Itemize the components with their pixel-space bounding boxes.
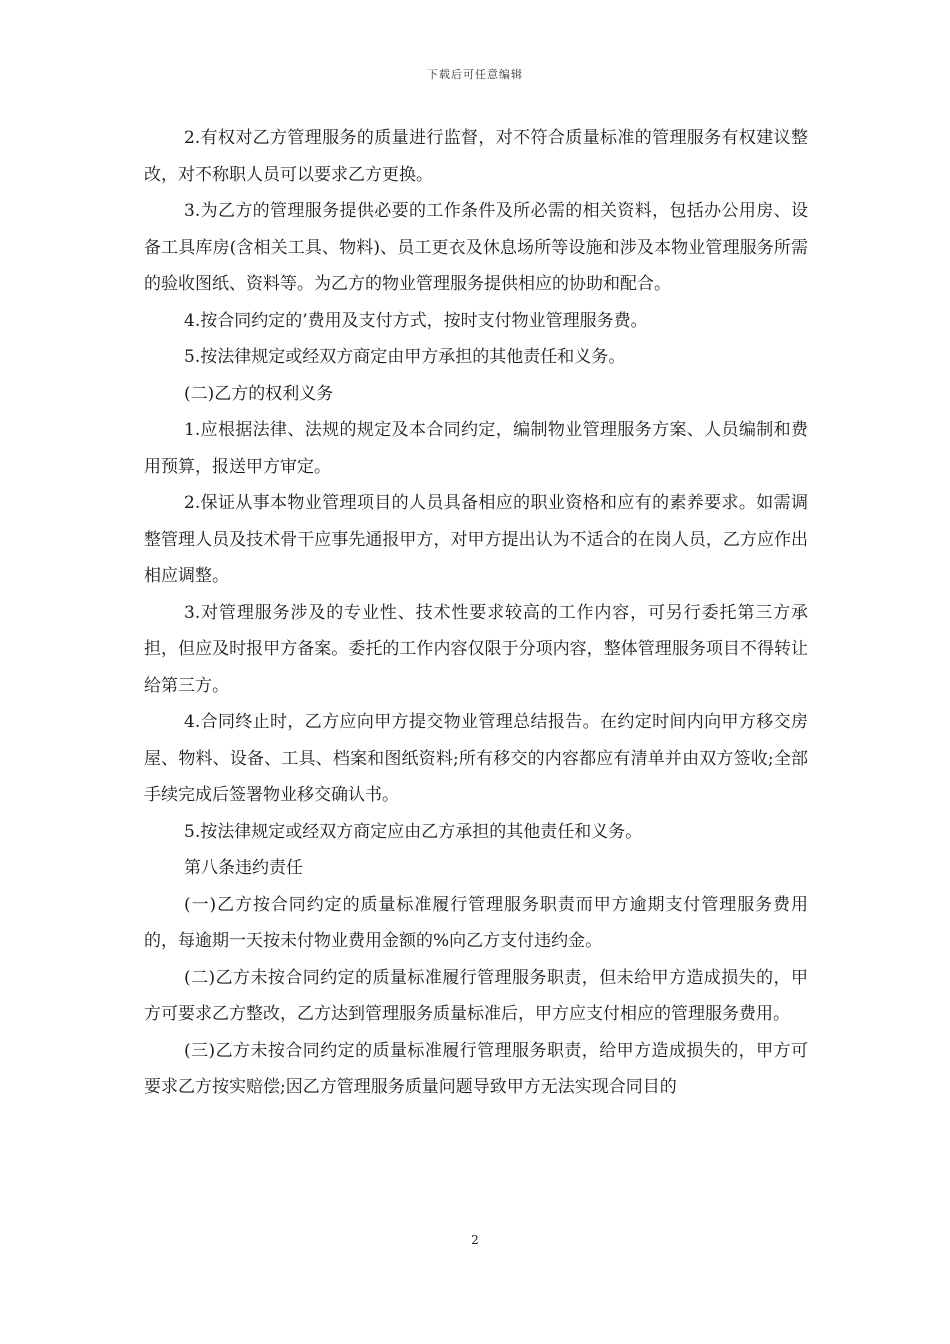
article-heading: 第八条违约责任 <box>184 858 303 878</box>
paragraph: 5.按法律规定或经双方商定由甲方承担的其他责任和义务。 <box>184 347 626 367</box>
paragraph: (二)乙方未按合同约定的质量标准履行管理服务职责，但未给甲方造成损失的，甲方可要求乙方整改，乙方达到管理服务质量标准后，甲方应支付相应的管理服务费用。 <box>144 967 808 1024</box>
page-header: 下载后可任意编辑 <box>427 68 523 81</box>
paragraph: 5.按法律规定或经双方商定应由乙方承担的其他责任和义务。 <box>184 821 643 842</box>
document-body <box>144 120 808 1106</box>
section-heading: (二)乙方的权利义务 <box>184 383 334 404</box>
paragraph: (一)乙方按合同约定的质量标准履行管理服务职责而甲方逾期支付管理服务费用的，每逾期一天按未付物业费用金额的%向乙方支付违约金。 <box>144 894 808 951</box>
paragraph: 2.保证从事本物业管理项目的人员具备相应的职业资格和应有的素养要求。如需调整管理人员及技术骨干应事先通报甲方，对甲方提出认为不适合的在岗人员，乙方应作出相应调整。 <box>144 493 808 586</box>
paragraph: 2.有权对乙方管理服务的质量进行监督，对不符合质量标准的管理服务有权建议整改，对不称职人员可以要求乙方更换。 <box>144 128 808 185</box>
page-number: 2 <box>471 1233 479 1247</box>
paragraph: 1.应根据法律、法规的规定及本合同约定，编制物业管理服务方案、人员编制和费用预算，报送甲方审定。 <box>144 420 808 477</box>
paragraph: 4.合同终止时，乙方应向甲方提交物业管理总结报告。在约定时间内向甲方移交房屋、物料、设备、工具、档案和图纸资料;所有移交的内容都应有清单并由双方签收;全部手续完成后签署物业移交确认书。 <box>144 712 808 805</box>
paragraph: 3.对管理服务涉及的专业性、技术性要求较高的工作内容，可另行委托第三方承担，但应及时报甲方备案。委托的工作内容仅限于分项内容，整体管理服务项目不得转让给第三方。 <box>144 602 808 696</box>
paragraph: 4.按合同约定的’费用及支付方式，按时支付物业管理服务费。 <box>184 310 648 331</box>
paragraph: (三)乙方未按合同约定的质量标准履行管理服务职责，给甲方造成损失的，甲方可要求乙方按实赔偿;因乙方管理服务质量问题导致甲方无法实现合同目的 <box>144 1040 808 1097</box>
paragraph: 3.为乙方的管理服务提供必要的工作条件及所必需的相关资料，包括办公用房、设备工具库房(含相关工具、物料)、员工更衣及休息场所等设施和涉及本物业管理服务所需的验收图纸、资料等。为乙方的物业管理服务提供相应的协助和配合。 <box>144 201 808 294</box>
